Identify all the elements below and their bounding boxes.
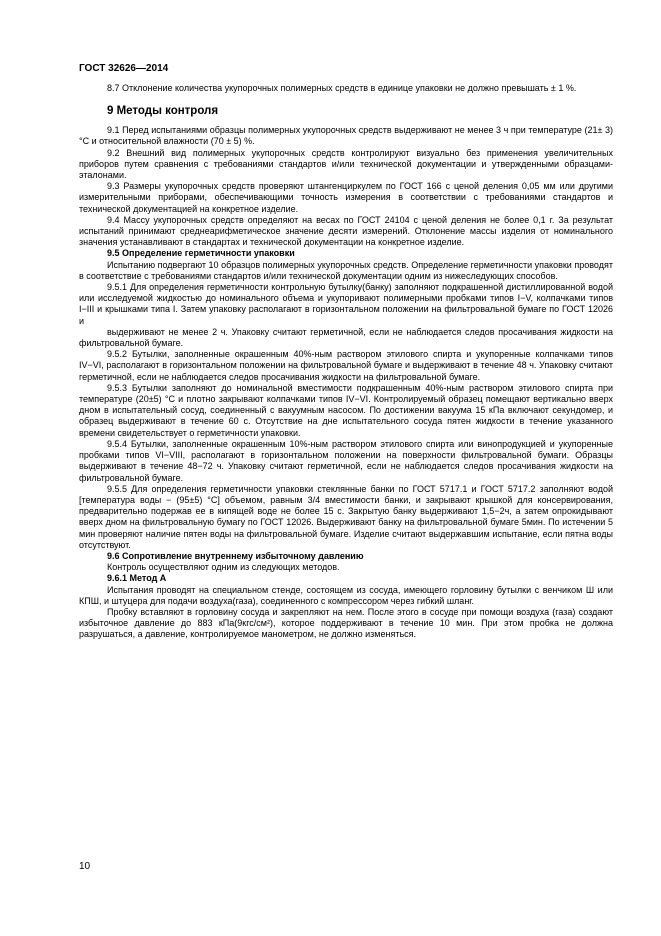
page-number: 10 <box>79 861 91 872</box>
paragraph-9-6-intro: Контроль осуществляют одним из следующих методов. <box>107 562 340 573</box>
paragraph-9-1: 9.1 Перед испытаниями образцы полимерных укупорочных средств выдерживают не менее 3 ч при температуре (21± 3) °С и относительной влажности (70 ± 5) %. <box>79 125 613 147</box>
subsection-heading-9-6-1: 9.6.1 Метод А <box>107 573 167 584</box>
paragraph-9-5-intro: Испытанию подвергают 10 образцов полимерных укупорочных средств. Определение герметичности упаковки проводят в соответствие с требованиями стандартов и/или технической документации одним из нижеследующих способов. <box>79 259 613 281</box>
paragraph-9-5-4: 9.5.4 Бутылки, заполненные окрашенным 10%-ным раствором этилового спирта или винопродукцией и укупоренные пробками типов VI−VIII, располагают в горизонтальном положении на поверхности фильтровальной бумаги. Образцы выдерживают в течение 48−72 ч. Упаковку считают герметичной, если не наблюдается следов просачивания жидкости на фильтровальной бумаге. <box>79 438 613 483</box>
paragraph-9-3: 9.3 Размеры укупорочных средств проверяют штангенциркулем по ГОСТ 166 с ценой деления 0,05 мм или другими измерительными приборами, обеспечивающими точность измерения в соответствии с требованиями стандартов и технической документацией на конкретное изделие. <box>79 181 613 214</box>
subsection-heading-9-5: 9.5 Определение герметичности упаковки <box>107 248 295 259</box>
document-header: ГОСТ 32626—2014 <box>79 63 169 74</box>
paragraph-9-6-1-b: Пробку вставляют в горловину сосуда и закрепляют на нем. После этого в сосуде при помощи воздуха (газа) создают избыточное давление до 883 кПа(9кгс/см²), которое поддерживают в течение 10 мин. При этом пробка не должна разрушаться, а давление, контролируемое манометром, не должно изменяться. <box>79 606 613 640</box>
paragraph-9-6-1-a: Испытания проводят на специальном стенде, состоящем из сосуда, имеющего горловину бутылки с венчиком Ш или КПШ, и штуцера для подачи воздуха(газа), соединенного с компрессором через гибкий шланг. <box>79 584 613 606</box>
paragraph-9-5-2: 9.5.2 Бутылки, заполненные окрашенным 40%-ным раствором этилового спирта и укупоренные колпачками типов IV−VI, располагают в горизонтальном положении на фильтровальной бумаге и выдерживают в течение 48 ч. Упаковку считают герметичной, если не наблюдается следов просачивания жидкости на фильтровальной бумаге. <box>79 349 613 382</box>
document-body <box>79 83 613 641</box>
paragraph-9-5-5: 9.5.5 Для определения герметичности упаковки стеклянные банки по ГОСТ 5717.1 и ГОСТ 5717.2 заполняют водой [температура воды − (95±5) °С] объемом, равным 3/4 вместимости банки, и закрывают крышкой для консервирования, предварительно подержав ее в кипящей воде не более 15 с. Закрытую банку выдерживают 1,5−2ч, а затем опрокидывают вверх дном на фильтровальную бумагу по ГОСТ 12026. Выдерживают банку на фильтровальной бумаге 5мин. По истечении 5 мин проверяют наличие пятен воды на фильтровальной бумаге. Изделие считают выдержавшим испытание, если пятна воды отсутствуют. <box>79 483 613 550</box>
paragraph-9-5-3: 9.5.3 Бутылки заполняют до номинальной вместимости подкрашенным 40%-ным раствором этилового спирта при температуре (20±5) °С и плотно закрывают колпачками типов IV−VI. Контролируемый образец помещают вертикально вверх дном в испытательный сосуд, соединенный с вакуумным насосом. По достижении вакуума 15 кПа включают секундомер, и образец выдерживают в течение 60 с. Отсутствие на дне испытательного сосуда пятен жидкости в течение указанного времени свидетельствует о герметичности упаковки. <box>79 382 613 438</box>
section-heading-9: 9 Методы контроля <box>107 105 219 118</box>
subsection-heading-9-6: 9.6 Сопротивление внутреннему избыточному давлению <box>107 550 364 561</box>
paragraph-9-5-1: 9.5.1 Для определения герметичности контрольную бутылку(банку) заполняют подкрашенной дистиллированной водой или исследуемой жидкостью до номинального объема и укупоривают полимерными пробками типов I−V, колпачками типов I−III и крышками типа I. Затем упаковку располагают в горизонтальном положении на фильтровальной бумаге по ГОСТ 12026 и <box>79 282 613 326</box>
paragraph-9-4: 9.4 Массу укупорочных средств определяют на весах по ГОСТ 24104 с ценой деления не более 0,1 г. За результат испытаний принимают среднеарифметическое значение десяти измерений. Отклонение массы изделия от номинального значения устанавливают в стандартах и технической документации на конкретное изделие. <box>79 214 613 248</box>
paragraph-9-2: 9.2 Внешний вид полимерных укупорочных средств контролируют визуально без применения увеличительных приборов путем сравнения с требованиями стандартов и/или технической документации и утвержденными образцами-эталонами. <box>79 147 613 181</box>
paragraph-9-5-1-cont: выдерживают не менее 2 ч. Упаковку считают герметичной, если не наблюдается следов просачивания жидкости на фильтровальной бумаге. <box>79 326 613 349</box>
paragraph-8-7: 8.7 Отклонение количества укупорочных полимерных средств в единице упаковки не должно превышать ± 1 %. <box>107 83 577 93</box>
